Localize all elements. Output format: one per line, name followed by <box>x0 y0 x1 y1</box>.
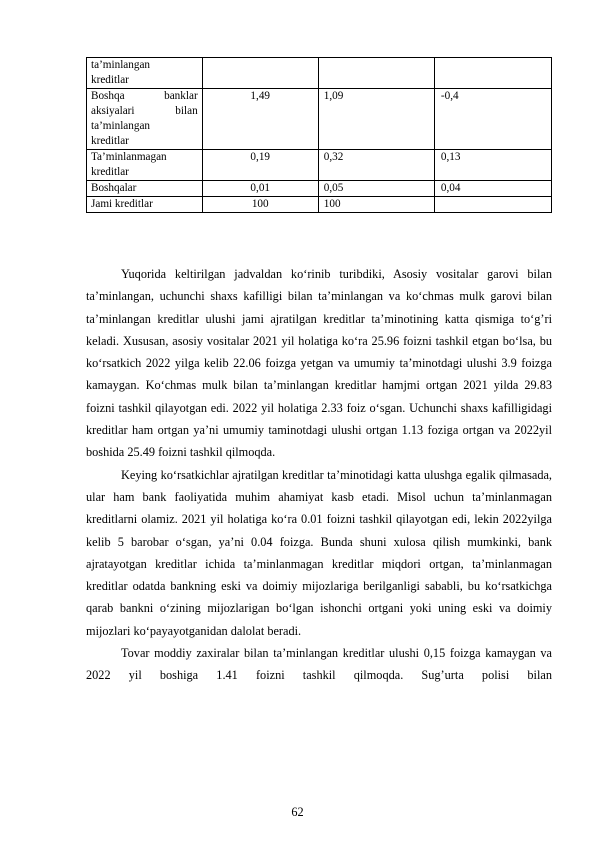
table-row <box>87 197 552 213</box>
table-row <box>87 89 552 150</box>
table-row <box>87 150 552 181</box>
body-text <box>86 263 552 687</box>
row-value-v2: 1,09 <box>318 89 434 150</box>
credit-table <box>86 57 552 213</box>
row-label-line: kreditlar <box>91 135 129 147</box>
row-label-line: Jami kreditlar <box>91 198 153 210</box>
row-value-v1: 0,19 <box>202 150 318 181</box>
row-label <box>87 197 203 213</box>
row-value-v1: 0,01 <box>202 181 318 197</box>
row-value-v3: 0,13 <box>434 150 551 181</box>
row-value-v2: 0,32 <box>318 150 434 181</box>
row-value-v3 <box>434 58 551 89</box>
row-label-line: kreditlar <box>91 74 129 86</box>
row-label-line: Boshqa banklar <box>91 90 198 102</box>
row-label <box>87 181 203 197</box>
row-value-v3 <box>434 197 551 213</box>
credit-table-body <box>87 58 552 213</box>
row-label-line: Boshqalar <box>91 182 137 194</box>
row-value-v2: 100 <box>318 197 434 213</box>
page-number: 62 <box>291 805 304 819</box>
row-label <box>87 89 203 150</box>
row-value-v1: 1,49 <box>202 89 318 150</box>
row-label-line: Ta’minlanmagan <box>91 151 167 163</box>
row-label <box>87 58 203 89</box>
row-label-line: ta’minlangan <box>91 59 151 71</box>
paragraph-1: Yuqorida keltirilgan jadvaldan ko‘rinib turibdiki, Asosiy vositalar garovi bilan ta’minlangan, uchunchi shaxs kafilligi bilan ta’minlangan va ko‘chmas mulk garovi bilan ta’minlangan kreditlar ulushi jami ajratilgan kreditlar ta’minotining katta qismiga to‘g’ri keladi. Xususan, asosiy vositalar 2021 yil holatiga ko‘ra 25.96 foizni tashkil etgan bo‘lsa, bu ko‘rsatkich 2022 yilga kelib 22.06 foizga yetgan va umumiy ta’minotdagi ulushi 3.9 foizga kamaygan. Ko‘chmas mulk bilan ta’minlangan kreditlar hamjmi ortgan 2021 yilda 29.83 foizni tashkil qilayotgan edi. 2022 yil holatiga 2.33 foiz o‘sgan. Uchunchi shaxs kafilligidagi kreditlar ham ortgan ya’ni umumiy taminotdagi ulushi ortgan 1.13 foziga ortgan va 2022yil boshida 25.49 foizni tashkil qilmoqda. <box>86 267 552 460</box>
paragraph-3: Tovar moddiy zaxiralar bilan ta’minlangan kreditlar ulushi 0,15 foizga kamaygan va 2022 yil boshiga 1.41 foizni tashkil qilmoqda. Sug’urta polisi bilan <box>86 646 552 683</box>
row-value-v3: -0,4 <box>434 89 551 150</box>
paragraph-2: Keying ko‘rsatkichlar ajratilgan kreditlar ta’minotidagi katta ulushga egalik qilmasada, ular ham bank faoliyatida muhim ahamiyat kasb etadi. Misol uchun ta’minlanmagan kreditlarni olamiz. 2021 yil holatiga ko‘ra 0.01 foizni tashkil qilayotgan edi, lekin 2022yilga kelib 5 barobar o‘sgan, ya’ni 0.04 foizga. Bunda shuni xulosa qilish mumkinki, bank ajratayotgan kreditlar ichida ta’minlanmagan kreditlar miqdori ortgan, ta’minlanmagan kreditlar odatda bankning eski va doimiy mijozlariga berilganligi sababli, bu ko‘rsatkichga qarab bankni o‘zining mijozlarigan bo‘lgan ishonchi ortgani yoki uning eski va doimiy mijozlari ko‘payayotganidan dalolat beradi. <box>86 467 552 638</box>
row-label-line: aksiyalari bilan <box>91 105 198 117</box>
row-value-v3: 0,04 <box>434 181 551 197</box>
row-value-v2: 0,05 <box>318 181 434 197</box>
table-row <box>87 181 552 197</box>
table-row <box>87 58 552 89</box>
row-label <box>87 150 203 181</box>
row-value-v2 <box>318 58 434 89</box>
row-value-v1 <box>202 58 318 89</box>
row-value-v1: 100 <box>202 197 318 213</box>
row-label-line: kreditlar <box>91 166 129 178</box>
row-label-line: ta’minlangan <box>91 120 151 132</box>
